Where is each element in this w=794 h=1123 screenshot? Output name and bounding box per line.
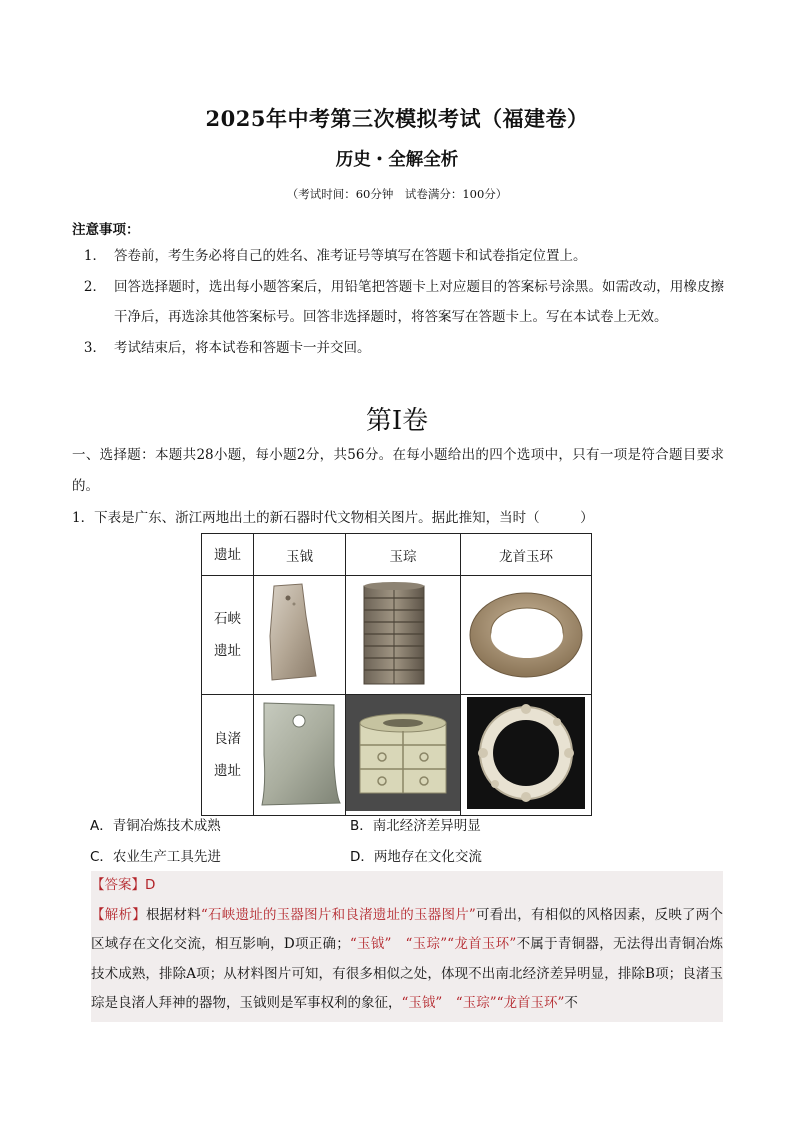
- analysis-text: 可看出，有相似的风格因素，反映了两个区域存在文化交流，相互影响，D项正确；: [91, 906, 724, 952]
- analysis-text: 不: [564, 995, 578, 1011]
- notice-list: [72, 241, 724, 363]
- shixia-jade-cong-image: [346, 576, 461, 695]
- answer-value: D: [145, 877, 156, 893]
- volume-title: 第Ⅰ卷: [365, 406, 429, 436]
- table-header-row: [202, 534, 592, 576]
- liangzhu-dragon-ring-image: [461, 695, 592, 816]
- notice-item-3: [72, 333, 724, 364]
- notice-item-1: [72, 241, 724, 272]
- shixia-jade-yue-image: [254, 576, 346, 695]
- option-d[interactable]: D．两地存在文化交流: [350, 848, 482, 865]
- site-name: [202, 576, 254, 695]
- table-row: [202, 695, 592, 816]
- answer-line: [91, 871, 723, 901]
- site-name-line: 遗址: [214, 763, 241, 779]
- site-name: [202, 695, 254, 816]
- relics-table: [201, 533, 592, 816]
- liangzhu-jade-yue-image: [254, 695, 346, 816]
- notice-item-number: 3．: [83, 339, 106, 356]
- analysis-text: 根据材料: [145, 906, 201, 923]
- option-a[interactable]: A．青铜冶炼技术成熟: [90, 818, 221, 834]
- analysis-quote: “玉钺” “玉琮”“龙首玉环”: [349, 936, 517, 952]
- notice-item-number: 2．: [83, 278, 106, 295]
- table-header: 玉钺: [254, 534, 346, 576]
- site-name-line: 遗址: [214, 643, 241, 659]
- shixia-dragon-ring-image: [461, 576, 592, 695]
- notice-item-text: 考试结束后，将本试卷和答题卡一并交回。: [114, 339, 371, 356]
- option-b[interactable]: B．南北经济差异明显: [350, 818, 481, 834]
- site-name-line: 良渚: [214, 731, 241, 747]
- page-subtitle: 历史・全解全析: [335, 150, 459, 170]
- option-row: [90, 842, 650, 873]
- analysis-text: 不属于青铜器，无法得出青铜冶炼技术成熟，排除A项；从材料图片可知，有很多相似之处，体现不出南北经济差异明显，排除B项；良渚玉琮是良渚人拜神的器物，玉钺则是军事权利的象征，: [91, 936, 723, 1011]
- analysis-quote: “玉钺” “玉琮”“龙首玉环”: [401, 995, 565, 1011]
- table-header: 玉琮: [346, 534, 461, 576]
- notice-item-2: [72, 272, 724, 333]
- table-header: 龙首玉环: [461, 534, 592, 576]
- section-instructions: 一、选择题：本题共28小题，每小题2分，共56分。在每小题给出的四个选项中，只有一项是符合题目要求的。: [72, 447, 724, 494]
- table-row: [202, 576, 592, 695]
- notice-item-text: 回答选择题时，选出每小题答案后，用铅笔把答题卡上对应题目的答案标号涂黑。如需改动，用橡皮擦干净后，再选涂其他答案标号。回答非选择题时，将答案写在答题卡上。写在本试卷上无效。: [114, 278, 724, 325]
- liangzhu-jade-cong-image: [346, 695, 461, 816]
- analysis-paragraph: [91, 901, 723, 1019]
- site-name-line: 石峡: [214, 611, 241, 627]
- analysis-tag: 【解析】: [91, 906, 146, 923]
- answer-tag: 【答案】: [91, 877, 145, 893]
- question-1-stem: 1．下表是广东、浙江两地出土的新石器时代文物相关图片。据此推知，当时（ ）: [72, 510, 594, 526]
- notice-item-number: 1．: [83, 248, 106, 264]
- notice-heading: 注意事项：: [72, 222, 140, 238]
- analysis-quote: “石峡遗址的玉器图片和良渚遗址的玉器图片”: [200, 906, 476, 923]
- notice-item-text: 答卷前，考生务必将自己的姓名、准考证号等填写在答题卡和试卷指定位置上。: [114, 248, 587, 264]
- page-title: 2025年中考第三次模拟考试（福建卷）: [205, 106, 589, 131]
- answer-analysis: [91, 871, 723, 1019]
- exam-info: （考试时间：60分钟 试卷满分：100分）: [286, 187, 508, 201]
- table-header: 遗址: [202, 534, 254, 576]
- option-row: [90, 811, 650, 842]
- option-c[interactable]: C．农业生产工具先进: [90, 848, 221, 865]
- answer-options: [90, 811, 650, 872]
